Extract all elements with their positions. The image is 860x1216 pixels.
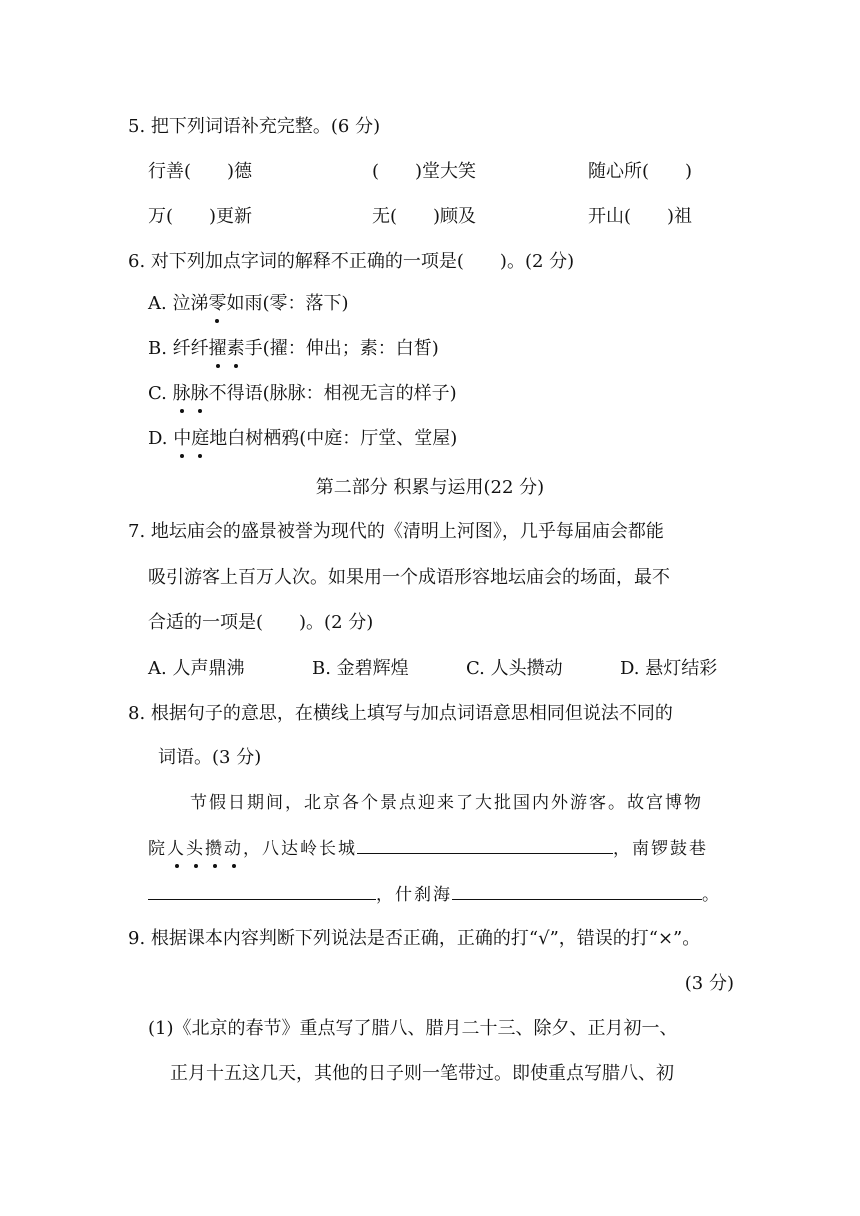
q7-stem-line: 合适的一项是( )。(2 分)	[148, 612, 374, 633]
answer-blank[interactable]	[148, 881, 376, 900]
q6-option-a: A. 泣涕零如雨(零：落下)	[148, 293, 349, 314]
q7-option-a: A. 人声鼎沸	[148, 658, 245, 679]
emphasis-dot-char: 庭	[191, 428, 210, 449]
emphasis-dot-char: 动	[224, 839, 243, 859]
q7-stem-line: 7. 地坛庙会的盛景被誉为现代的《清明上河图》，几乎每届庙会都能	[128, 521, 664, 542]
answer-blank[interactable]	[357, 835, 613, 854]
q5-item: 万( )更新	[148, 206, 253, 227]
q5-item: ( )堂大笑	[372, 161, 477, 182]
emphasis-dot-char: 中	[173, 428, 192, 449]
q5-item: 随心所( )	[588, 161, 693, 182]
q8-stem-line: 词语。(3 分)	[158, 747, 262, 768]
q9-sub1-line: (1)《北京的春节》重点写了腊八、腊月二十三、除夕、正月初一、	[148, 1018, 678, 1039]
emphasis-dot-char: 零	[208, 293, 227, 314]
q8-passage-line: 院人头攒动，八达岭长城 ，南锣鼓巷	[148, 835, 708, 861]
emphasis-dot-char: 脉	[190, 383, 209, 404]
q8-passage-line: 节假日期间，北京各个景点迎来了大批国内外游客。故宫博物	[190, 793, 703, 813]
q8-passage-line: ，什刹海 。	[148, 881, 721, 907]
q8-stem-line: 8. 根据句子的意思，在横线上填写与加点词语意思相同但说法不同的	[128, 703, 673, 724]
q7-option-b: B. 金碧辉煌	[312, 658, 409, 679]
q5-item: 开山( )祖	[588, 206, 693, 227]
q7-stem-line: 吸引游客上百万人次。如果用一个成语形容地坛庙会的场面，最不	[148, 567, 670, 588]
emphasis-dot-char: 擢	[208, 338, 227, 359]
q6-option-d: D. 中庭地白树栖鸦(中庭：厅堂、堂屋)	[148, 428, 458, 449]
q6-option-c: C. 脉脉不得语(脉脉：相视无言的样子)	[148, 383, 457, 404]
emphasis-dot-char: 素	[226, 338, 245, 359]
q5-item: 无( )顾及	[372, 206, 477, 227]
q9-sub1-line: 正月十五这几天，其他的日子则一笔带过。即使重点写腊八、初	[170, 1063, 674, 1084]
q5-stem: 5. 把下列词语补充完整。(6 分)	[128, 116, 381, 137]
section-heading: 第二部分 积累与运用(22 分)	[315, 477, 545, 498]
emphasis-dot-char: 头	[186, 839, 205, 859]
q9-stem-line: 9. 根据课本内容判断下列说法是否正确，正确的打“√”，错误的打“×”。	[128, 928, 701, 949]
q7-option-d: D. 悬灯结彩	[620, 658, 718, 679]
q6-option-b: B. 纤纤擢素手(擢：伸出；素：白皙)	[148, 338, 439, 359]
emphasis-dot-char: 人	[167, 839, 186, 859]
q7-option-c: C. 人头攒动	[466, 658, 563, 679]
emphasis-dot-char: 攒	[205, 839, 224, 859]
answer-blank[interactable]	[452, 881, 702, 900]
emphasis-dot-char: 脉	[172, 383, 191, 404]
q5-item: 行善( )德	[148, 161, 253, 182]
q9-score: (3 分)	[684, 973, 734, 994]
q6-stem: 6. 对下列加点字词的解释不正确的一项是( )。(2 分)	[128, 251, 575, 272]
